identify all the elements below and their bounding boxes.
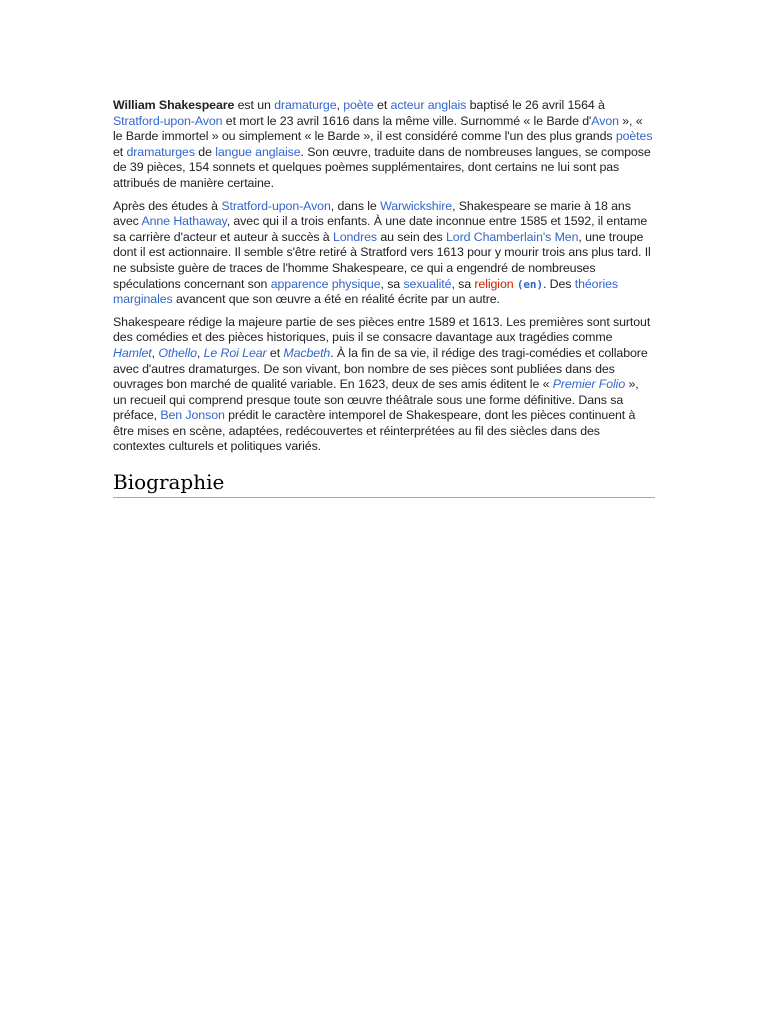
paragraph-works (113, 315, 655, 455)
text-run: et (113, 144, 127, 159)
wiki-link[interactable]: Lord Chamberlain's Men (445, 229, 579, 244)
text-run: , sa (380, 276, 404, 291)
subject-name: William Shakespeare (113, 98, 235, 112)
wiki-link[interactable]: dramaturges (126, 144, 195, 159)
wiki-link[interactable]: poète (343, 98, 374, 112)
text-run: est un (234, 98, 275, 112)
paragraph-life (113, 199, 655, 308)
wiki-link[interactable]: sexualité (403, 276, 452, 291)
text-run: . Des (542, 276, 575, 291)
text-run: baptisé le 26 avril 1564 à (466, 98, 605, 112)
text-run: et mort le 23 avril 1616 dans la même ville. Surnommé « le Barde d' (222, 113, 592, 128)
text-run: Shakespeare rédige la majeure partie de ses pièces entre 1589 et 1613. Les premières sont surtout des comédies et des pièces historiques, puis il se consacre davantage aux tragédies comme (113, 314, 651, 345)
wiki-redlink[interactable]: religion (474, 276, 514, 291)
wiki-link-work-title[interactable]: Premier Folio (552, 377, 626, 392)
text-run: . À la fin de sa vie, il rédige des tragi-comédies et collabore avec d'autres dramaturges. De son vivant, bon nombre de ses pièces sont publiées dans des ouvrages bon marché de qualité variable. En 1623, deux de ses amis éditent le « (113, 345, 648, 392)
text-run: , (151, 345, 159, 360)
text-run: . Son œuvre, traduite dans de nombreuses langues, se compose de 39 pièces, 154 sonnets et quelques poèmes supplémentaires, dont certains ne lui sont pas attribués de manière certaine. (113, 144, 651, 190)
text-run: , avec qui il a trois enfants. À une date inconnue entre 1585 et 1592, il entame sa carrière d'acteur et auteur à succès à (113, 214, 648, 244)
text-run: et (266, 345, 284, 360)
article-body (113, 98, 655, 498)
wiki-link[interactable]: Stratford-upon-Avon (221, 198, 331, 213)
wiki-link[interactable]: poètes (615, 129, 653, 144)
text-run: et (373, 98, 391, 112)
text-run: , sa (451, 276, 475, 291)
text-run: , Shakespeare se marie à 18 ans avec (113, 198, 631, 229)
text-run: , (196, 345, 204, 360)
text-run: Après des études à (113, 198, 222, 213)
wiki-link-work-title[interactable]: Hamlet (113, 345, 152, 360)
text-run: , une troupe dont il est actionnaire. Il semble s'être retiré à Stratford vers 1613 pour y mourir trois ans plus tard. Il ne subsiste guère de traces de l'homme Shakespeare, ce qui a engendré de nombreuses spéculations concernant son (113, 229, 651, 291)
wiki-link[interactable]: Ben Jonson (160, 408, 225, 423)
wiki-link[interactable]: Stratford-upon-Avon (113, 113, 223, 128)
wiki-link[interactable]: dramaturge (274, 98, 337, 112)
wiki-link[interactable]: Anne Hathaway (141, 214, 227, 229)
text-run: , (336, 98, 344, 112)
wiki-link[interactable]: acteur anglais (390, 98, 467, 112)
text-run: au sein des (377, 229, 446, 244)
text-run: », « le Barde immortel » ou simplement « le Barde », il est considéré comme l'un des plus grands (113, 113, 643, 144)
text-run: , dans le (330, 198, 381, 213)
paragraph-intro (113, 98, 655, 192)
text-run: prédit le caractère intemporel de Shakespeare, dont les pièces continuent à être mises en scène, adaptées, redécouvertes et réinterprétées au fil des siècles dans des contextes culturels et politiques variés. (113, 408, 636, 454)
section-heading-biographie: Biographie (113, 469, 655, 498)
text-run: de (194, 144, 216, 159)
wiki-link[interactable]: apparence physique (270, 276, 381, 291)
wiki-link-work-title[interactable]: Macbeth (283, 345, 331, 360)
language-tag-link[interactable]: (en) (516, 277, 543, 291)
wiki-link[interactable]: langue anglaise (215, 144, 301, 159)
wiki-link[interactable]: Avon (591, 113, 619, 128)
text-run: avancent que son œuvre a été en réalité écrite par un autre. (172, 292, 500, 307)
text-run: », un recueil qui comprend presque toute son œuvre théâtrale sous une forme définitive. Dans sa préface, (113, 377, 639, 423)
wiki-link[interactable]: Londres (332, 229, 378, 244)
wiki-link-work-title[interactable]: Le Roi Lear (203, 345, 267, 360)
wiki-link-work-title[interactable]: Othello (158, 345, 197, 360)
wiki-link[interactable]: Warwickshire (380, 198, 453, 213)
wiki-link[interactable]: théories marginales (113, 276, 619, 307)
